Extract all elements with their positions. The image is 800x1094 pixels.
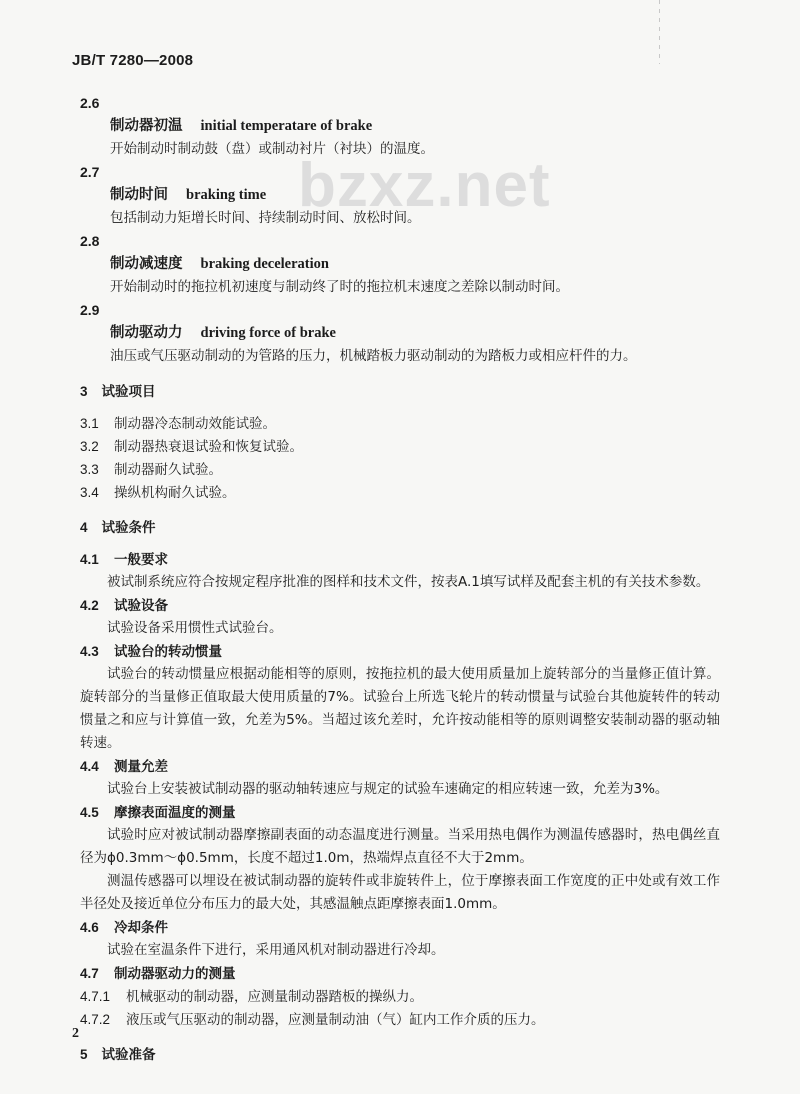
term-definition: 油压或气压驱动制动的为管路的压力，机械踏板力驱动制动的为踏板力或相应杆件的力。 — [110, 348, 637, 364]
item-text: 液压或气压驱动的制动器，应测量制动油（气）缸内工作介质的压力。 — [126, 1012, 545, 1028]
item-number: 4.7.2 — [80, 1012, 111, 1027]
subsection-4-5-paragraph-1: 试验时应对被试制动器摩擦副表面的动态温度进行测量。当采用热电偶作为测温传感器时，热电偶丝直径为ϕ0.3mm～ϕ0.5mm，长度不超过1.0m，热端焊点直径不大于2mm。 — [80, 827, 720, 866]
section-number: 3 — [80, 384, 88, 399]
section-title-text: 试验条件 — [101, 520, 156, 536]
section-3-title — [80, 380, 720, 404]
item-text: 操纵机构耐久试验。 — [114, 485, 236, 501]
subsection-4-7-item — [80, 985, 720, 1008]
section-5-title — [80, 1043, 720, 1067]
section-3-item — [80, 435, 720, 458]
subsection-4-5-paragraph-2: 测温传感器可以埋设在被试制动器的旋转件或非旋转件上，位于摩擦表面工作宽度的正中处或有效工作半径处及接近单位分布压力的最大处，其感温触点距摩擦表面1.0mm。 — [80, 873, 720, 912]
subsection-number: 4.5 — [80, 805, 99, 820]
term-en: braking deceleration — [200, 256, 329, 272]
section-3-item — [80, 481, 720, 504]
item-number: 3.1 — [80, 416, 99, 431]
subsection-number: 4.1 — [80, 552, 99, 567]
subsection-4-2-title — [80, 594, 720, 617]
item-text: 制动器热衰退试验和恢复试验。 — [114, 439, 303, 455]
term-en: driving force of brake — [200, 325, 336, 341]
subsection-4-7-item — [80, 1008, 720, 1031]
term-heading — [80, 114, 720, 138]
subsection-number: 4.7 — [80, 966, 99, 981]
standard-code: JB/T 7280—2008 — [72, 52, 194, 69]
term-en: initial temperatare of brake — [200, 118, 373, 134]
subsection-4-6-title — [80, 916, 720, 939]
subsection-number: 4.3 — [80, 644, 99, 659]
term-zh: 制动减速度 — [110, 256, 183, 272]
subsection-title-text: 摩擦表面温度的测量 — [114, 805, 236, 821]
section-number: 5 — [80, 1047, 88, 1062]
item-text: 制动器冷态制动效能试验。 — [114, 416, 276, 432]
term-number: 2.7 — [80, 164, 100, 180]
subsection-4-4-title — [80, 755, 720, 778]
watermark-text: bzxz.net — [298, 151, 551, 220]
page-number: 2 — [72, 1026, 79, 1041]
item-text: 制动器耐久试验。 — [114, 462, 222, 478]
section-3-item — [80, 412, 720, 435]
section-title-text: 试验项目 — [101, 384, 156, 400]
term-zh: 制动时间 — [110, 187, 168, 203]
subsection-4-6-paragraph: 试验在室温条件下进行，采用通风机对制动器进行冷却。 — [107, 942, 445, 958]
item-number: 3.3 — [80, 462, 99, 477]
term-number: 2.6 — [80, 95, 100, 111]
subsection-4-1-title — [80, 548, 720, 571]
term-definition: 包括制动力矩增长时间、持续制动时间、放松时间。 — [110, 210, 421, 226]
subsection-4-7-title — [80, 962, 720, 985]
term-2-8 — [80, 230, 720, 299]
section-title-text: 试验准备 — [101, 1047, 156, 1063]
subsection-4-4-paragraph: 试验台上安装被试制动器的驱动轴转速应与规定的试验车速确定的相应转速一致，允差为3%。 — [107, 781, 669, 797]
subsection-number: 4.4 — [80, 759, 99, 774]
item-number: 3.4 — [80, 485, 99, 500]
subsection-title-text: 测量允差 — [114, 759, 168, 775]
subsection-4-5-title — [80, 801, 720, 824]
section-number: 4 — [80, 520, 88, 535]
subsection-title-text: 试验台的转动惯量 — [114, 644, 222, 660]
item-number: 4.7.1 — [80, 989, 111, 1004]
term-2-7 — [80, 161, 720, 230]
subsection-4-2-paragraph: 试验设备采用惯性式试验台。 — [107, 620, 283, 636]
term-heading — [80, 252, 720, 276]
term-heading — [80, 183, 720, 207]
term-definition: 开始制动时制动鼓（盘）或制动衬片（衬块）的温度。 — [110, 141, 434, 157]
term-definition: 开始制动时的拖拉机初速度与制动终了时的拖拉机末速度之差除以制动时间。 — [110, 279, 569, 295]
term-number: 2.9 — [80, 302, 100, 318]
subsection-4-3-title — [80, 640, 720, 663]
term-en: braking time — [186, 187, 267, 203]
scan-artifact-line — [659, 0, 660, 64]
subsection-number: 4.2 — [80, 598, 99, 613]
term-number: 2.8 — [80, 233, 100, 249]
term-heading — [80, 321, 720, 345]
item-text: 机械驱动的制动器，应测量制动器踏板的操纵力。 — [126, 989, 423, 1005]
term-zh: 制动器初温 — [110, 118, 183, 134]
subsection-number: 4.6 — [80, 920, 99, 935]
subsection-4-3-paragraph: 试验台的转动惯量应根据动能相等的原则，按拖拉机的最大使用质量加上旋转部分的当量修正值计算。旋转部分的当量修正值取最大使用质量的7%。试验台上所选飞轮片的转动惯量与试验台其他旋转件的转动惯量之和应与计算值一致，允差为5%。当超过该允差时，允许按动能相等的原则调整安装制动器的驱动轴转速。 — [80, 666, 720, 751]
subsection-title-text: 试验设备 — [114, 598, 168, 614]
subsection-title-text: 冷却条件 — [114, 920, 168, 936]
term-2-6 — [80, 92, 720, 161]
subsection-4-1-paragraph: 被试制系统应符合按规定程序批准的图样和技术文件，按表A.1填写试样及配套主机的有关技术参数。 — [107, 574, 710, 590]
subsection-title-text: 一般要求 — [114, 552, 168, 568]
section-4-title — [80, 516, 720, 540]
document-body — [80, 92, 720, 1067]
term-zh: 制动驱动力 — [110, 325, 183, 341]
subsection-title-text: 制动器驱动力的测量 — [114, 966, 236, 982]
term-2-9 — [80, 299, 720, 368]
section-3-item — [80, 458, 720, 481]
item-number: 3.2 — [80, 439, 99, 454]
